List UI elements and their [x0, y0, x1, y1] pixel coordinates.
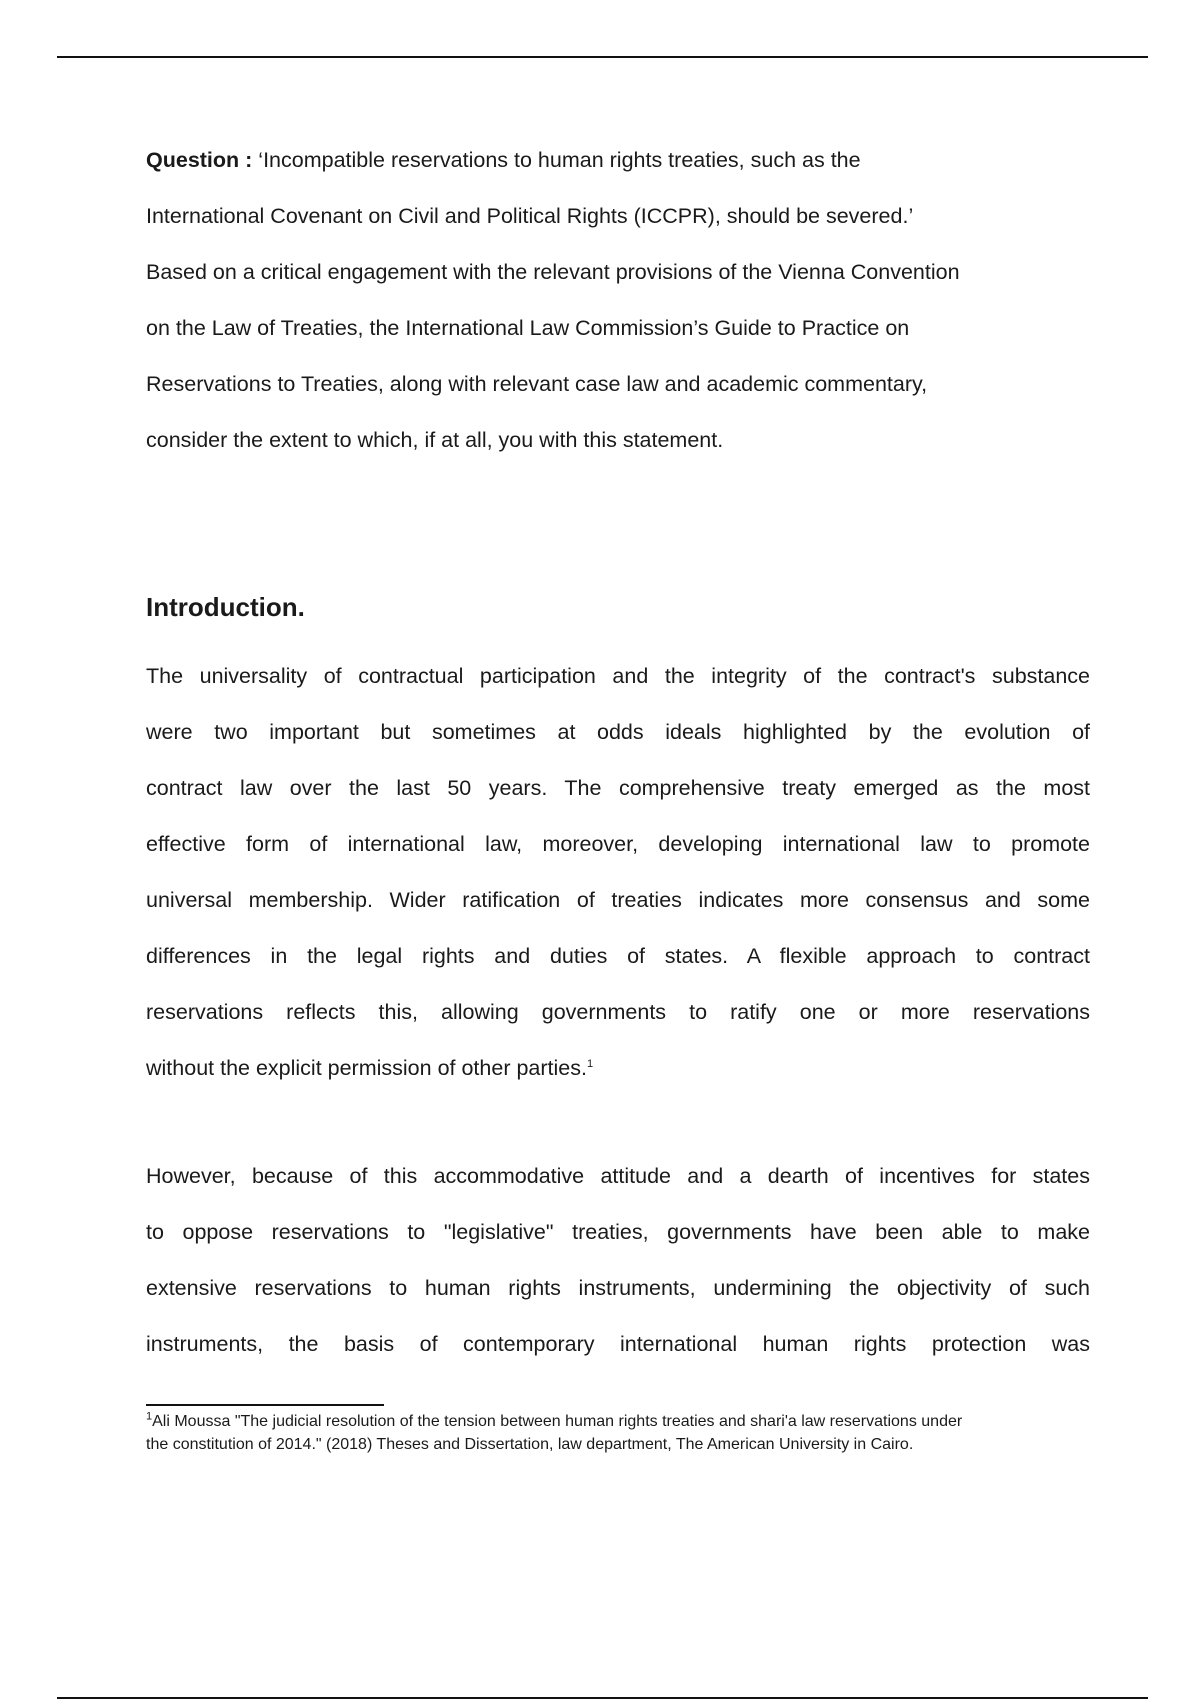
question-block — [146, 132, 1090, 468]
footnote-line: the constitution of 2014." (2018) Theses and Dissertation, law department, The American University in Cairo. — [146, 1436, 914, 1453]
paragraph-line — [146, 1040, 1090, 1096]
paragraph-line: However, because of this accommodative attitude and a dearth of incentives for states — [146, 1164, 1090, 1188]
paragraph-line: universal membership. Wider ratification of treaties indicates more consensus and some — [146, 888, 1090, 912]
footnote-text: Ali Moussa "The judicial resolution of the tension between human rights treaties and shari'a law reservations under — [152, 1413, 963, 1430]
question-line: Based on a critical engagement with the relevant provisions of the Vienna Convention — [146, 260, 960, 284]
intro-paragraph-2 — [146, 1148, 1090, 1372]
question-line — [146, 132, 1090, 188]
question-text: ‘Incompatible reservations to human rights treaties, such as the — [252, 148, 861, 172]
paragraph-line: reservations reflects this, allowing governments to ratify one or more reservations — [146, 1000, 1090, 1024]
paragraph-line: differences in the legal rights and duties of states. A flexible approach to contract — [146, 944, 1090, 968]
footnote-separator — [146, 1404, 384, 1406]
paragraph-line: were two important but sometimes at odds ideals highlighted by the evolution of — [146, 720, 1090, 744]
question-line: consider the extent to which, if at all, you with this statement. — [146, 428, 724, 452]
question-line: Reservations to Treaties, along with relevant case law and academic commentary, — [146, 372, 928, 396]
question-label: Question : — [146, 148, 253, 172]
intro-paragraph-1 — [146, 648, 1090, 1096]
paragraph-line: The universality of contractual participation and the integrity of the contract's substance — [146, 664, 1090, 688]
paragraph-line: to oppose reservations to "legislative" treaties, governments have been able to make — [146, 1220, 1090, 1244]
paragraph-text: without the explicit permission of other parties. — [146, 1056, 587, 1080]
paragraph-line: instruments, the basis of contemporary international human rights protection was — [146, 1332, 1090, 1356]
paragraph-line: effective form of international law, moreover, developing international law to promote — [146, 832, 1090, 856]
footer-rule — [57, 1697, 1148, 1699]
footnote-reference[interactable]: 1 — [586, 1057, 594, 1070]
section-heading: Introduction. — [146, 592, 305, 622]
footnote-number: 1 — [146, 1410, 153, 1423]
footnote — [146, 1410, 1096, 1456]
question-line: International Covenant on Civil and Political Rights (ICCPR), should be severed.’ — [146, 204, 914, 228]
footnote-line — [146, 1410, 1096, 1433]
paragraph-line: extensive reservations to human rights instruments, undermining the objectivity of such — [146, 1276, 1090, 1300]
question-line: on the Law of Treaties, the International Law Commission’s Guide to Practice on — [146, 316, 910, 340]
header-rule — [57, 56, 1148, 58]
paragraph-line: contract law over the last 50 years. The comprehensive treaty emerged as the most — [146, 776, 1090, 800]
